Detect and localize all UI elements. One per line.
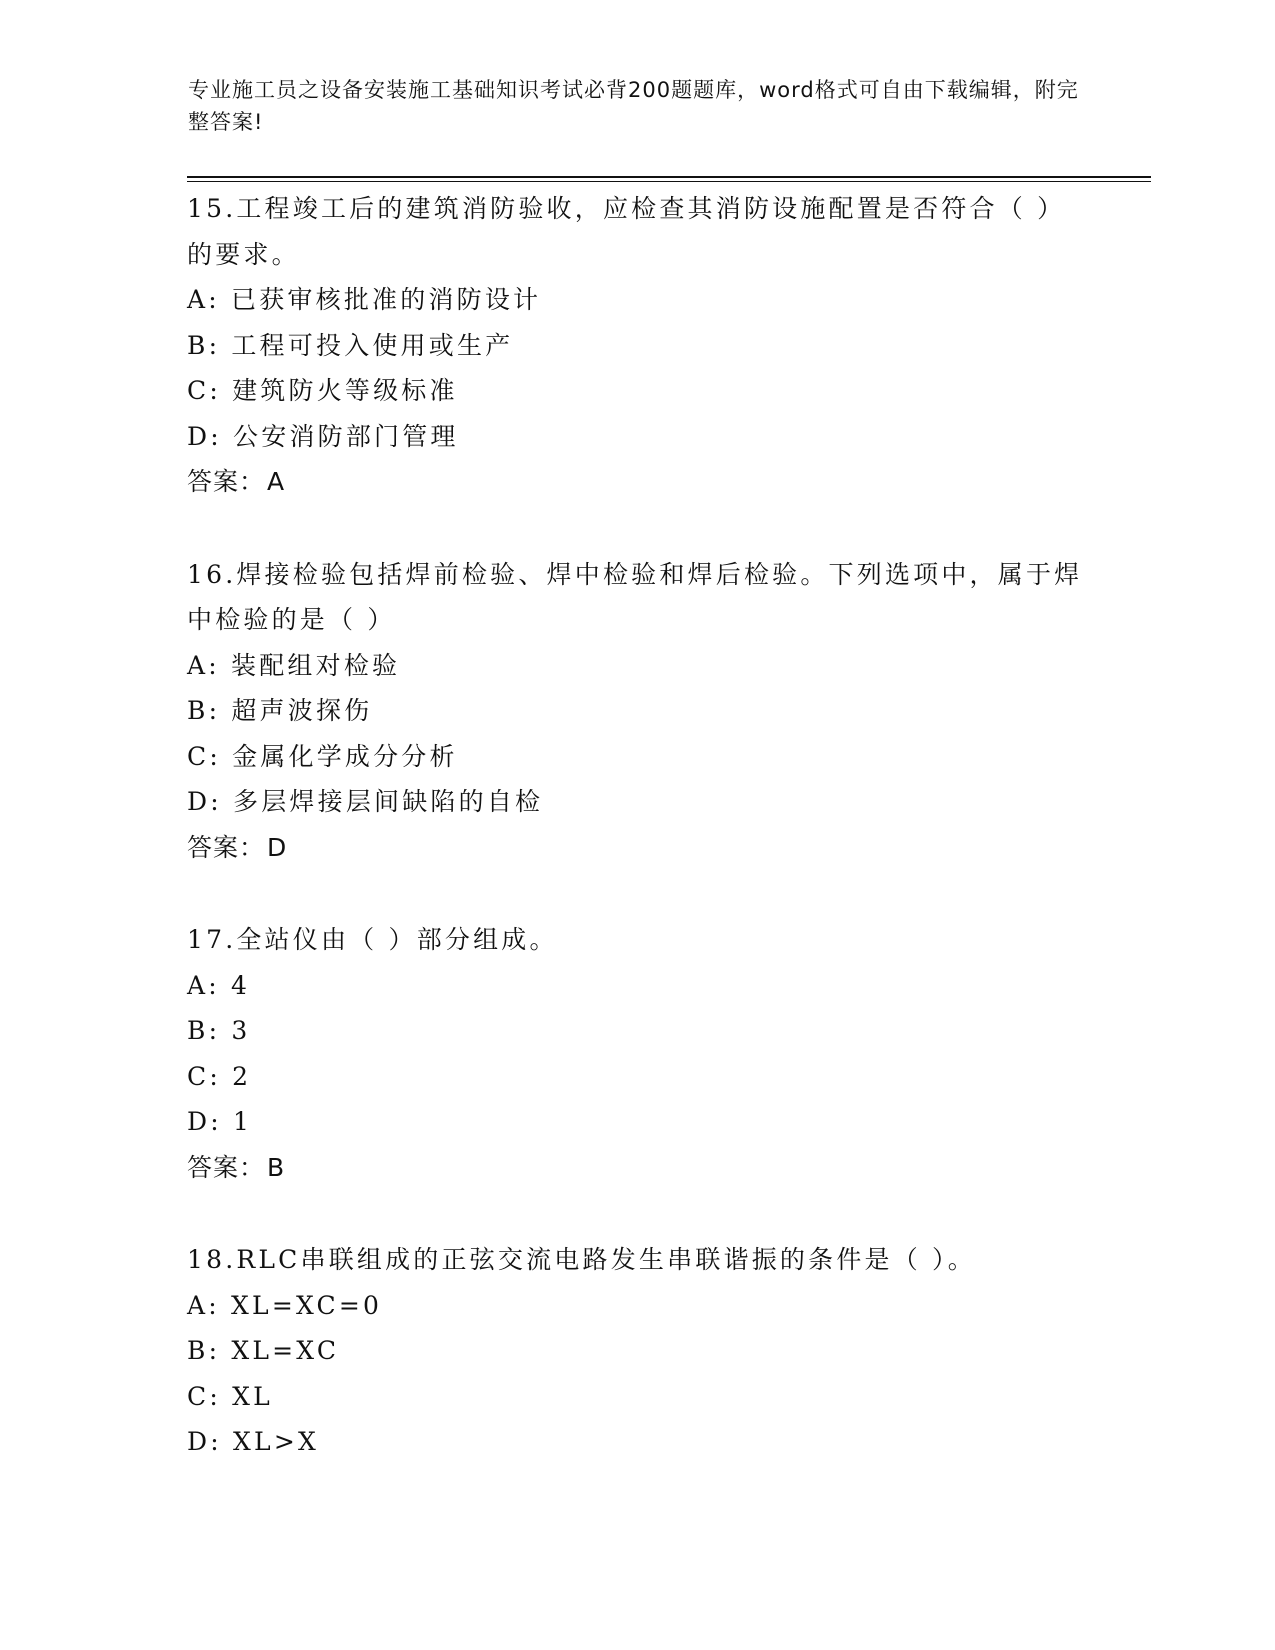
option-a: A: 已获审核批准的消防设计 bbox=[187, 285, 542, 314]
question-text: 18.RLC串联组成的正弦交流电路发生串联谐振的条件是（ ）。 bbox=[187, 1245, 976, 1274]
header-divider-thin bbox=[187, 181, 1151, 182]
answer-value: A bbox=[267, 467, 286, 496]
option-c: C: 金属化学成分分析 bbox=[187, 741, 458, 771]
option-c: C: 建筑防火等级标准 bbox=[187, 376, 458, 405]
option-b: B: 超声波探伤 bbox=[187, 696, 373, 725]
answer-label: 答案： bbox=[187, 832, 266, 862]
question-17 bbox=[187, 917, 1087, 1190]
question-text: 16.焊接检验包括焊前检验、焊中检验和焊后检验。下列选项中，属于焊中检验的是（ ） bbox=[187, 559, 1083, 634]
answer-label: 答案： bbox=[187, 1152, 266, 1182]
answer-label: 答案： bbox=[187, 467, 266, 496]
option-d: D: 1 bbox=[187, 1107, 253, 1136]
question-text: 15.工程竣工后的建筑消防验收，应检查其消防设施配置是否符合（ ）的要求。 bbox=[187, 194, 1066, 269]
answer-line bbox=[187, 459, 1087, 505]
option-a: A: XL=XC=0 bbox=[187, 1290, 383, 1320]
question-18 bbox=[187, 1237, 1087, 1465]
option-d: D: XL>X bbox=[187, 1427, 319, 1456]
answer-line bbox=[187, 825, 1087, 871]
question-list bbox=[187, 186, 1087, 1512]
option-c: C: XL bbox=[187, 1381, 273, 1411]
document-header bbox=[188, 74, 1088, 138]
option-d: D: 多层焊接层间缺陷的自检 bbox=[187, 787, 544, 816]
option-b: B: 工程可投入使用或生产 bbox=[187, 330, 514, 360]
answer-value: D bbox=[267, 832, 288, 862]
question-15 bbox=[187, 186, 1087, 505]
option-d: D: 公安消防部门管理 bbox=[187, 421, 459, 451]
option-c: C: 2 bbox=[187, 1061, 252, 1091]
answer-line bbox=[187, 1145, 1087, 1191]
question-16 bbox=[187, 552, 1087, 871]
option-b: B: XL=XC bbox=[187, 1336, 340, 1365]
header-title: 专业施工员之设备安装施工基础知识考试必背200题题库，word格式可自由下载编辑，附完整答案! bbox=[188, 78, 1079, 134]
option-a: A: 装配组对检验 bbox=[187, 650, 401, 680]
header-divider-thick bbox=[187, 176, 1151, 178]
option-b: B: 3 bbox=[187, 1016, 251, 1045]
answer-value: B bbox=[267, 1152, 286, 1182]
question-text: 17.全站仪由（ ）部分组成。 bbox=[187, 925, 558, 954]
option-a: A: 4 bbox=[187, 970, 251, 1000]
